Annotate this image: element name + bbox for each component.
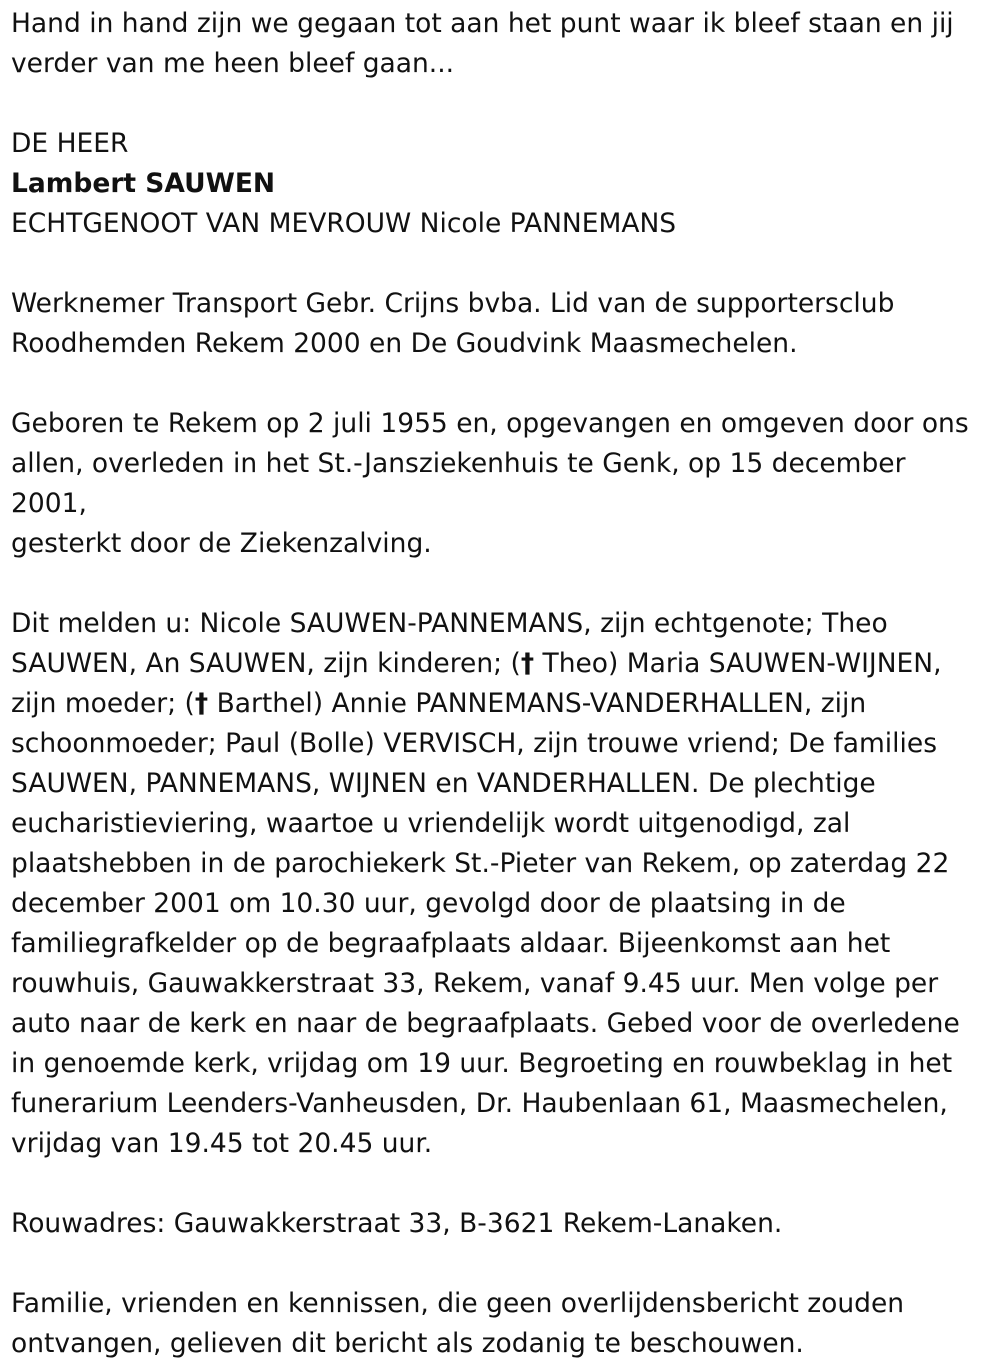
announcement-part-3: Barthel) Annie PANNEMANS-VANDERHALLEN, zijn schoonmoeder; Paul (Bolle) VERVISCH, zijn trouwe vriend; De families SAUWEN, PANNEMANS, WIJNEN en VANDERHALLEN. De plechtige eucharistieviering, waartoe u vriendelijk wordt uitgenodigd, zal plaatshebben in de parochiekerk St.-Pieter van Rekem, op zaterdag 22 december 2001 om 10.30 uur, gevolgd door de plaatsing in de familiegrafkelder op de begraafplaats aldaar. Bijeenkomst aan het rouwhuis, Gauwakkerstraat 33, Rekem, vanaf 9.45 uur. Men volge per auto naar de kerk en naar de begraafplaats. Gebed voor de overledene in genoemde kerk, vrijdag om 19 uur. Begroeting en rouwbeklag in het funerarium Leenders-Vanheusden, Dr. Haubenlaan 61, Maasmechelen, vrijdag van 19.45 tot 20.45 uur. (11, 688, 960, 1159)
spouse-line: ECHTGENOOT VAN MEVROUW Nicole PANNEMANS (11, 208, 677, 239)
spacer (11, 564, 986, 604)
announcement-paragraph (11, 604, 986, 1164)
obituary-document (11, 4, 986, 1364)
announcement-part-1: Dit melden u: Nicole SAUWEN-PANNEMANS, zijn echtgenote; Theo SAUWEN, An SAUWEN, zijn kinderen; ( (11, 608, 888, 679)
spacer (11, 84, 986, 124)
spacer (11, 1244, 986, 1284)
closing-paragraph: Familie, vrienden en kennissen, die geen overlijdensbericht zouden ontvangen, gelieven dit bericht als zodanig te beschouwen. (11, 1288, 905, 1359)
birth-death-paragraph: Geboren te Rekem op 2 juli 1955 en, opgevangen en omgeven door ons allen, overleden in het St.-Jansziekenhuis te Genk, op 15 december 2001, gesterkt door de Ziekenzalving. (11, 408, 969, 559)
spacer (11, 244, 986, 284)
spacer (11, 1164, 986, 1204)
address-line: Rouwadres: Gauwakkerstraat 33, B-3621 Rekem-Lanaken. (11, 1208, 783, 1239)
cross-icon: † (520, 648, 535, 679)
title-prefix: DE HEER (11, 128, 129, 159)
deceased-name: Lambert SAUWEN (11, 168, 276, 199)
spacer (11, 364, 986, 404)
cross-icon: † (194, 688, 209, 719)
motto-text: Hand in hand zijn we gegaan tot aan het punt waar ik bleef staan en jij verder van me heen bleef gaan... (11, 8, 954, 79)
announcement-part-2: Theo) Maria SAUWEN-WIJNEN, zijn moeder; ( (11, 648, 942, 719)
occupation-paragraph: Werknemer Transport Gebr. Crijns bvba. Lid van de supportersclub Roodhemden Rekem 2000 en De Goudvink Maasmechelen. (11, 288, 895, 359)
